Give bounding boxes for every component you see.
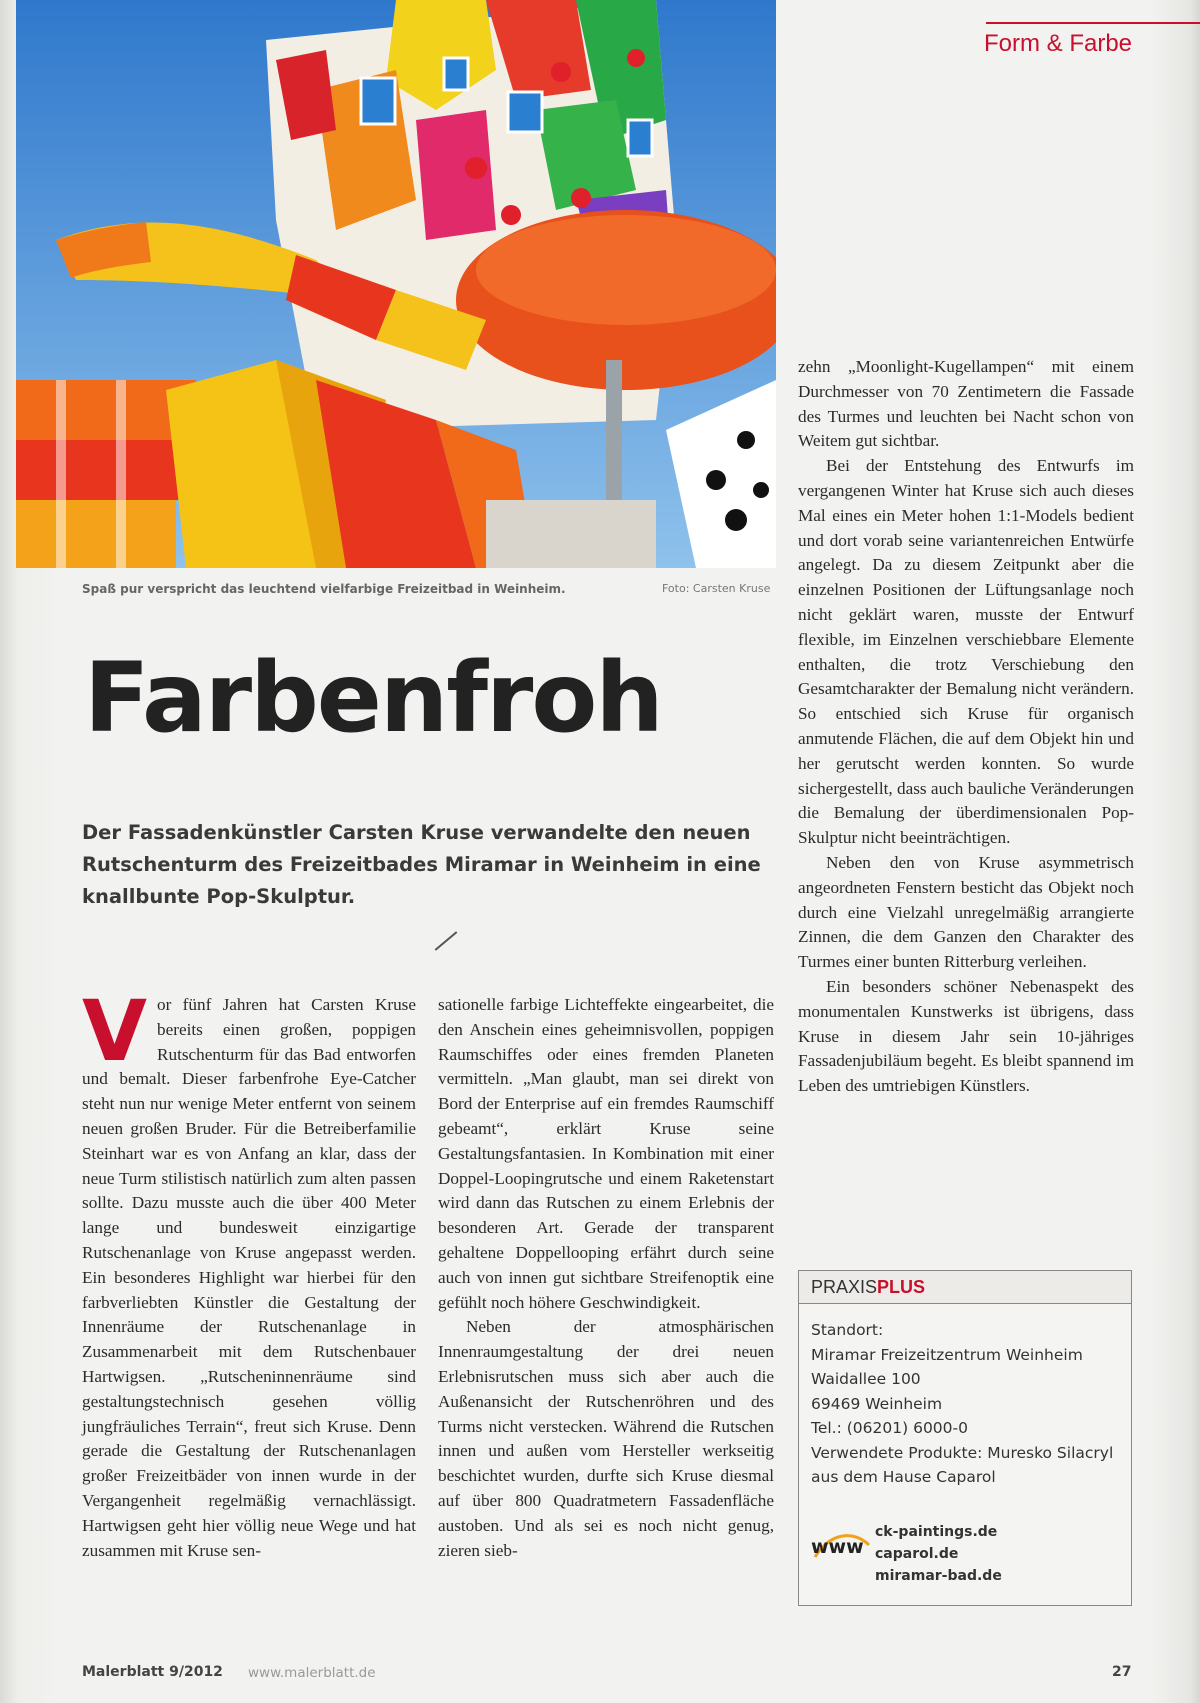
infobox-links bbox=[811, 1521, 1111, 1601]
body-column-2 bbox=[438, 993, 774, 1563]
infobox-line: Standort: bbox=[811, 1321, 884, 1339]
photo-caption: Spaß pur verspricht das leuchtend vielfarbige Freizeitbad in Weinheim. bbox=[82, 582, 566, 596]
infobox-line: Miramar Freizeitzentrum Weinheim bbox=[811, 1345, 1083, 1364]
article-headline: Farbenfroh bbox=[84, 642, 662, 754]
section-tag: Form & Farbe bbox=[984, 30, 1133, 57]
paragraph: Bei der Entstehung des Entwurfs im vergangenen Winter hat Kruse sich auch dieses Mal eines ein Meter hohen 1:1-Models bedient und dort vorab seine variantenreichen Entwürfe angelegt. Da zu diesem Zeitpunkt aber die einzelnen Positionen der Lüftungsanlage noch nicht geklärt waren, musste der Entwurf flexible, im Einzelnen verschiebbare Elemente enthalten, die trotz Verschiebung den Gesamtcharakter der Bemalung nicht verändern. So entschied sich Kruse für organisch anmutende Flächen, die auf dem Objekt hin und her gerutscht werden konnten. So wurde sichergestellt, dass auch bauliche Veränderungen die Bemalung der überdimensionalen Pop-Skulptur nicht beeinträchtigen. bbox=[798, 456, 1134, 848]
decorative-dash bbox=[435, 931, 458, 951]
footer-website-link[interactable]: www.malerblatt.de bbox=[248, 1665, 376, 1681]
paragraph-text: or fünf Jahren hat Carsten Kruse bereits einen großen, poppigen Rutschenturm für das Bad entworfen und bemalt. Dieser farbenfrohe Eye-Catcher steht nun nur wenige Meter entfernt von seinem neuen großen Bruder. Für die Betreiberfamilie Steinhart war es von Anfang an klar, dass der neue Turm stilistisch natürlich zum alten passen sollte. Dazu musste auch die über 400 Meter lange und bundesweit einzigartige Rutschenanlage von Kruse angepasst werden. Ein besonderes Highlight war hierbei für den farbverliebten Künstler die Gestaltung der Innenräume der Rutschenanlage in Zusammenarbeit mit dem Rutschenbauer Hartwigsen. „Rutscheninnenräume sind gestaltungstechnisch gesehen völlig jungfräuliches Terrain“, freut sich Kruse. Denn gerade die Gestaltung der Rutschenanlagen großer Freizeitbäder von innen wurde in der Vergangenheit regelmäßig vernachlässigt. Hartwigsen geht hier völlig neue Wege und hat zusammen mit Kruse sen- bbox=[82, 995, 416, 1560]
infobox-header bbox=[799, 1271, 1131, 1304]
infobox-url-link[interactable]: caparol.de bbox=[875, 1546, 959, 1562]
slide-tower-illustration bbox=[16, 0, 776, 568]
infobox-title-praxis: PRAXIS bbox=[811, 1277, 878, 1297]
paragraph bbox=[82, 982, 416, 1563]
paragraph: sationelle farbige Lichteffekte eingearbeitet, die den Anschein eines geheimnisvollen, poppigen Raumschiffes oder eines fremden Planeten vermitteln. „Man glaubt, man sei direkt von Bord der Enterprise auf ein fremdes Raumschiff gebeamt“, erklärt Kruse seine Gestaltungsfantasien. In Kombination mit einer Doppel-Loopingrutsche und einem Raketenstart wird dann das Rutschen zu einem Erlebnis der besonderen Art. Gerade der transparent gehaltene Doppellooping erfährt durch seine auch von innen gut sichtbare Streifenoptik eine gefühlt noch höhere Geschwindigkeit. bbox=[438, 995, 774, 1312]
footer-magazine-issue: Malerblatt 9/2012 bbox=[82, 1664, 223, 1680]
paragraph: zehn „Moonlight-Kugellampen“ mit einem Durchmesser von 70 Zentimetern die Fassade des Turmes und leuchten bei Nacht schon von Weitem gut sichtbar. bbox=[798, 357, 1134, 451]
infobox-body bbox=[799, 1304, 1131, 1490]
photo-credit: Foto: Carsten Kruse bbox=[662, 582, 771, 595]
infobox-line: aus dem Hause Caparol bbox=[811, 1468, 996, 1486]
infobox-title-plus: PLUS bbox=[877, 1277, 926, 1297]
body-column-3 bbox=[798, 355, 1134, 1099]
infobox-url-list bbox=[875, 1521, 1002, 1587]
body-column-1 bbox=[82, 982, 416, 1563]
infobox-line: Verwendete Produkte: Muresko Silacryl bbox=[811, 1443, 1114, 1462]
infobox-line: 69469 Weinheim bbox=[811, 1394, 943, 1413]
praxisplus-infobox bbox=[798, 1270, 1132, 1606]
infobox-url-link[interactable]: miramar-bad.de bbox=[875, 1568, 1002, 1584]
article-lede: Der Fassadenkünstler Carsten Kruse verwandelte den neuen Rutschenturm des Freizeitbades Miramar in Weinheim in eine knallbunte Pop-Skulptur. bbox=[82, 821, 761, 908]
section-rule bbox=[986, 22, 1200, 24]
infobox-url-link[interactable]: ck-paintings.de bbox=[875, 1524, 998, 1540]
drop-cap: V bbox=[82, 982, 148, 1080]
article-photo bbox=[16, 0, 776, 568]
footer-page-number: 27 bbox=[1112, 1664, 1132, 1680]
www-icon bbox=[811, 1527, 873, 1567]
paragraph: Ein besonders schöner Nebenaspekt des monumentalen Kunstwerks ist übrigens, dass Kruse in diesem Jahr sein 10-jähriges Fassadenjubiläum begeht. Es bleibt spannend im Leben des umtriebigen Künstlers. bbox=[798, 976, 1134, 1096]
infobox-line: Tel.: (06201) 6000-0 bbox=[811, 1419, 968, 1437]
paragraph: Neben den von Kruse asymmetrisch angeordneten Fenstern besticht das Objekt noch durch eine Vielzahl unregelmäßig arrangierte Zinnen, die dem Ganzen den Charakter des Turmes einer bunten Ritterburg verleihen. bbox=[798, 852, 1134, 972]
infobox-line: Waidallee 100 bbox=[811, 1370, 921, 1388]
paragraph: Neben der atmosphärischen Innenraumgestaltung der drei neuen Erlebnisrutschen muss sich aber auch die Außenansicht der Rutschenröhren und des Turms nicht verstecken. Während die Rutschen innen und außen vom Hersteller werkseitig beschichtet wurden, durfte sich Kruse diesmal auf über 800 Quadratmetern Fassadenfläche austoben. Und als sei es noch nicht genug, zieren sieb- bbox=[438, 1317, 774, 1560]
www-icon-text: www bbox=[811, 1536, 864, 1558]
